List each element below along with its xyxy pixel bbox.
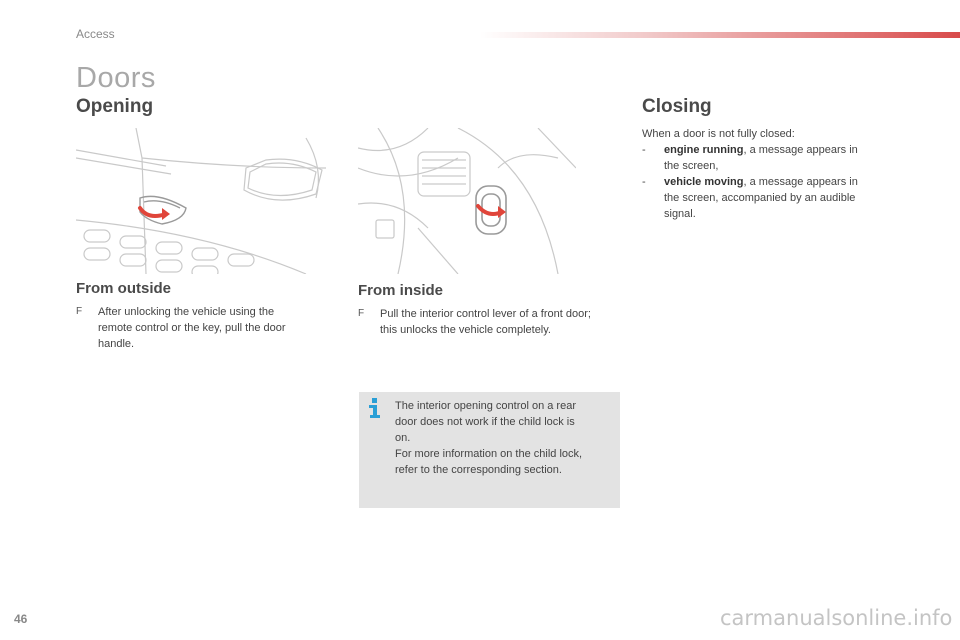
- closing-intro: When a door is not fully closed:: [642, 128, 795, 140]
- info-icon: [367, 397, 383, 419]
- closing-item-text: , a message appears in: [743, 144, 858, 156]
- page-title: Doors: [76, 62, 156, 94]
- closing-heading: Closing: [642, 96, 712, 117]
- from-outside-instruction: [76, 304, 326, 354]
- opening-heading: Opening: [76, 96, 154, 117]
- closing-item-text: the screen,: [664, 160, 719, 172]
- page-number: 46: [14, 612, 28, 626]
- header-accent-bar: [480, 32, 960, 38]
- from-outside-line: handle.: [98, 338, 135, 350]
- checkbox-bullet-icon: F: [358, 308, 365, 319]
- door-handle-outside-illustration: [76, 128, 336, 274]
- info-line: refer to the corresponding section.: [395, 464, 562, 476]
- from-inside-instruction: [358, 306, 628, 342]
- list-dash: -: [642, 144, 646, 156]
- info-note-text: [395, 398, 610, 478]
- from-inside-line: Pull the interior control lever of a front door;: [380, 308, 591, 320]
- info-line: on.: [395, 432, 411, 444]
- info-line: The interior opening control on a rear: [395, 400, 576, 412]
- from-outside-line: remote control or the key, pull the door: [98, 322, 286, 334]
- closing-item-keyword: vehicle moving: [664, 176, 744, 188]
- from-inside-heading: From inside: [358, 282, 444, 299]
- from-outside-heading: From outside: [76, 280, 172, 297]
- door-lever-inside-illustration: [358, 128, 576, 274]
- closing-item-text: signal.: [664, 208, 696, 220]
- closing-item-text: , a message appears in: [743, 176, 858, 188]
- info-line: For more information on the child lock,: [395, 448, 583, 460]
- checkbox-bullet-icon: F: [76, 306, 83, 317]
- closing-item-engine-running: [642, 142, 892, 174]
- closing-item-vehicle-moving: [642, 174, 892, 222]
- watermark: carmanualsonline.info: [720, 606, 953, 630]
- from-outside-line: After unlocking the vehicle using the: [98, 306, 275, 318]
- list-dash: -: [642, 176, 646, 188]
- closing-item-keyword: engine running: [664, 144, 744, 156]
- info-line: door does not work if the child lock is: [395, 416, 575, 428]
- closing-item-text: the screen, accompanied by an audible: [664, 192, 856, 204]
- section-label: Access: [76, 27, 115, 41]
- from-inside-line: this unlocks the vehicle completely.: [380, 324, 551, 336]
